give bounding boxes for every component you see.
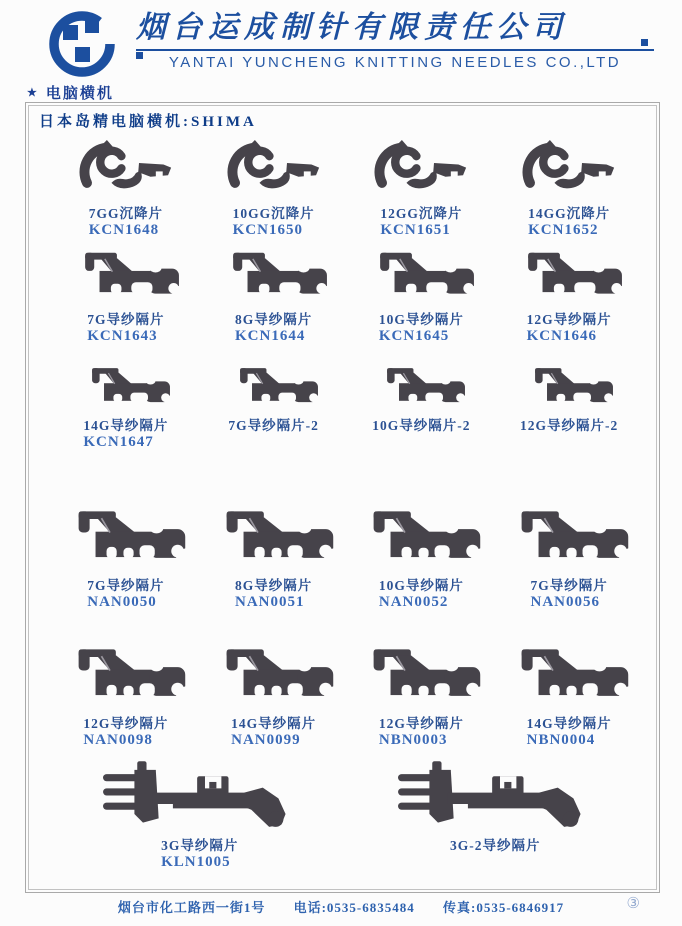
product-cell xyxy=(200,249,348,345)
product-name: 8G导纱隔片 xyxy=(234,578,313,593)
product-name: 12G导纱隔片-2 xyxy=(520,418,619,433)
product-part-image xyxy=(53,508,199,574)
product-name: 14G导纱隔片 xyxy=(231,716,317,731)
page-number: ③ xyxy=(626,896,640,912)
product-name: 12G导纱隔片 xyxy=(378,716,464,731)
product-name: 3G导纱隔片 xyxy=(161,838,239,853)
product-part-image xyxy=(53,646,199,712)
product-cell xyxy=(200,365,348,451)
product-row xyxy=(52,639,643,749)
section-label-text: 电脑横机 xyxy=(45,86,114,102)
product-name: 7G导纱隔片-2 xyxy=(228,418,319,433)
product-name: 8G导纱隔片 xyxy=(234,312,313,327)
header-title-block xyxy=(136,10,654,71)
product-code: KLN1005 xyxy=(161,854,231,870)
product-name: 12G导纱隔片 xyxy=(83,716,169,731)
product-part-image xyxy=(362,137,480,202)
product-code xyxy=(520,434,618,451)
product-part-image xyxy=(350,757,640,834)
product-label xyxy=(83,716,168,749)
product-part-image xyxy=(215,137,333,202)
product-cell xyxy=(348,757,644,871)
section-label xyxy=(27,82,114,103)
footer-phone: 电话:0535-6835484 xyxy=(293,900,415,915)
product-row xyxy=(52,757,643,871)
product-name: 10G导纱隔片 xyxy=(378,578,464,593)
rule-square-right xyxy=(641,39,648,46)
star-icon: ★ xyxy=(27,87,39,99)
product-row xyxy=(52,249,643,345)
product-name: 10GG沉降片 xyxy=(232,206,315,221)
product-cell xyxy=(348,499,496,611)
product-name: 7GG沉降片 xyxy=(88,206,163,221)
company-logo xyxy=(42,6,122,82)
product-part-image xyxy=(348,249,494,308)
product-code: NAN0052 xyxy=(378,594,449,610)
company-name-en: YANTAI YUNCHENG KNITTING NEEDLES CO.,LTD xyxy=(168,54,622,71)
product-part-image xyxy=(496,508,642,574)
product-part-image xyxy=(201,508,347,574)
product-label xyxy=(87,578,164,611)
product-code: KCN1652 xyxy=(528,222,599,238)
product-label xyxy=(450,838,541,871)
product-part-image xyxy=(53,365,199,414)
product-cell xyxy=(495,249,643,345)
product-cell xyxy=(52,137,200,239)
product-code: KCN1648 xyxy=(88,222,160,238)
product-code: KCN1651 xyxy=(380,222,451,238)
panel-title: 日本岛精电脑横机:SHIMA xyxy=(39,114,257,130)
product-label xyxy=(380,206,462,239)
product-label xyxy=(235,312,312,345)
product-code: KCN1647 xyxy=(83,434,154,450)
product-cell xyxy=(495,365,643,451)
product-cell xyxy=(52,365,200,451)
product-code xyxy=(372,434,470,451)
product-label xyxy=(379,312,464,345)
product-code: NBN0004 xyxy=(526,732,596,748)
product-label xyxy=(87,312,164,345)
product-label xyxy=(233,206,315,239)
product-cell xyxy=(200,639,348,749)
header-rule xyxy=(136,49,654,51)
product-label xyxy=(235,578,312,611)
product-cell xyxy=(52,639,200,749)
product-part-image xyxy=(55,757,345,834)
product-label xyxy=(530,578,607,611)
product-label xyxy=(527,312,612,345)
footer xyxy=(0,897,682,916)
product-row xyxy=(52,499,643,611)
product-part-image xyxy=(496,249,642,308)
product-cell xyxy=(200,137,348,239)
product-name: 10G导纱隔片 xyxy=(378,312,464,327)
product-part-image xyxy=(496,646,642,712)
product-label xyxy=(528,206,610,239)
product-cell xyxy=(52,499,200,611)
product-name: 14GG沉降片 xyxy=(528,206,611,221)
product-row xyxy=(52,137,643,239)
product-name: 7G导纱隔片 xyxy=(530,578,608,593)
product-label xyxy=(83,418,168,451)
product-part-image xyxy=(201,249,347,308)
product-name: 7G导纱隔片 xyxy=(87,578,165,593)
footer-fax: 传真:0535-6846917 xyxy=(443,900,565,915)
product-name: 14G导纱隔片 xyxy=(526,716,612,731)
product-code: KCN1643 xyxy=(87,328,158,344)
product-name: 14G导纱隔片 xyxy=(83,418,169,433)
product-code: NAN0050 xyxy=(87,594,157,610)
product-label xyxy=(379,716,464,749)
product-label xyxy=(228,418,319,451)
product-cell xyxy=(348,639,496,749)
product-cell xyxy=(348,137,496,239)
product-part-image xyxy=(348,508,494,574)
product-code: KCN1650 xyxy=(232,222,303,238)
product-code xyxy=(450,854,541,871)
product-name: 12G导纱隔片 xyxy=(526,312,612,327)
product-cell xyxy=(495,639,643,749)
product-label xyxy=(89,206,163,239)
product-part-image xyxy=(201,365,347,414)
product-name: 7G导纱隔片 xyxy=(87,312,165,327)
product-cell xyxy=(52,757,348,871)
product-code: KCN1644 xyxy=(234,328,306,344)
product-cell xyxy=(495,499,643,611)
product-name: 3G-2导纱隔片 xyxy=(450,838,541,853)
product-label xyxy=(161,838,238,871)
product-part-image xyxy=(53,249,199,308)
product-part-image xyxy=(67,137,185,202)
product-cell xyxy=(348,365,496,451)
product-label xyxy=(527,716,612,749)
product-part-image xyxy=(348,646,494,712)
product-code: NAN0051 xyxy=(234,594,305,610)
product-code: KCN1645 xyxy=(378,328,450,344)
product-code: NBN0003 xyxy=(378,732,448,748)
product-label xyxy=(231,716,316,749)
product-part-image xyxy=(496,365,642,414)
product-panel xyxy=(25,102,660,893)
product-code: NAN0098 xyxy=(83,732,153,748)
product-label xyxy=(379,578,464,611)
product-part-image xyxy=(201,646,347,712)
product-name: 10G导纱隔片-2 xyxy=(372,418,471,433)
company-name-cn: 烟台运成制针有限责任公司 xyxy=(136,10,568,45)
product-part-image xyxy=(348,365,494,414)
product-code: KCN1646 xyxy=(526,328,597,344)
product-row xyxy=(52,365,643,451)
product-label xyxy=(372,418,470,451)
rule-square-left xyxy=(136,52,143,59)
footer-address: 烟台市化工路西一街1号 xyxy=(117,900,266,915)
product-cell xyxy=(52,249,200,345)
product-name: 12GG沉降片 xyxy=(380,206,463,221)
product-cell xyxy=(200,499,348,611)
product-cell xyxy=(495,137,643,239)
product-label xyxy=(520,418,618,451)
product-code: NAN0099 xyxy=(231,732,301,748)
product-part-image xyxy=(510,137,628,202)
product-cell xyxy=(348,249,496,345)
product-code xyxy=(228,434,319,451)
product-code: NAN0056 xyxy=(530,594,600,610)
